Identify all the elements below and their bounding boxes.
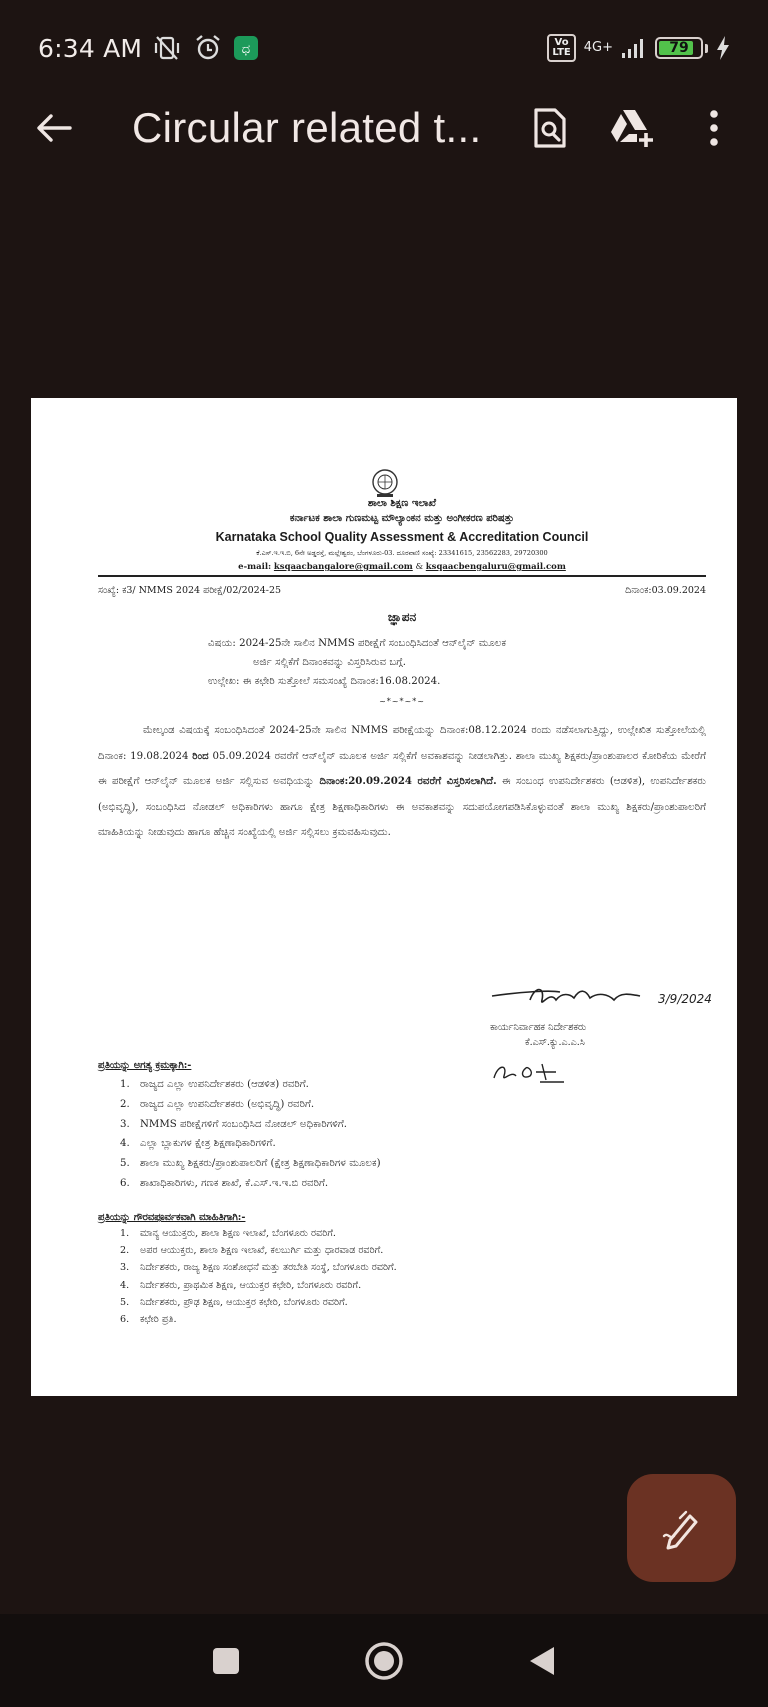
email-line (98, 562, 706, 572)
body-part-2: 05.09.2024 ರವರೆಗೆ ಆನ್‌ಲೈನ್ ಮೂಲಕ ಅರ್ಜಿ ಸಲ್ಲಿಕೆಗೆ ಅವಕಾಶವನ್ನು ನೀಡಲಾಗಿತ್ತು. ಶಾಲಾ ಮುಖ್ಯ ಶಿಕ್ಷಕರು/ಪ್ರಾಂಶುಪಾಲರ ಕೋರಿಕೆಯ ಮೇರೆಗೆ ಈ ಪರೀಕ್ಷೆಗೆ ಆನ್‌ಲೈನ್ ಮೂಲಕ ಅರ್ಜಿ ಸಲ್ಲಿಸುವ ಅವಧಿಯನ್ನು (98, 750, 706, 787)
email-link-1[interactable]: ksqaacbangalore@gmail.com (273, 562, 413, 572)
office-address: ಕೆ.ಎಸ್.ಇ.ಇ.ಬಿ, 6ನೇ ಅಡ್ಡರಸ್ತೆ, ಮಲ್ಲೇಶ್ವರಂ, ಬೆಂಗಳೂರು-03. ದೂರವಾಣಿ ಸಂಖ್ಯೆ: 23341615, 23562283, 29720300 (256, 549, 548, 557)
department-name: ಶಾಲಾ ಶಿಕ್ಷಣ ಇಲಾಖೆ (367, 498, 437, 509)
edit-pen-icon (660, 1506, 704, 1550)
alarm-icon (194, 34, 222, 62)
list-item: 4. ನಿರ್ದೇಶಕರು, ಪ್ರಾಥಮಿಕ ಶಿಕ್ಷಣ, ಆಯುಕ್ತರ ಕಛೇರಿ, ಬೆಂಗಳೂರು ರವರಿಗೆ. (120, 1279, 362, 1291)
copy-for-information (98, 1212, 706, 1328)
save-to-drive-button[interactable] (608, 104, 656, 152)
app-bar (0, 88, 768, 168)
list-item: 4. ಎಲ್ಲಾ ಬ್ಲಾಕುಗಳ ಕ್ಷೇತ್ರ ಶಿಕ್ಷಣಾಧಿಕಾರಿಗಳಿಗೆ. (120, 1138, 276, 1150)
letterhead-divider (98, 575, 706, 577)
subject-label: ವಿಷಯ: (208, 638, 236, 649)
signatory-title: ಕಾರ್ಯನಿರ್ವಾಹಕ ನಿರ್ದೇಶಕರು (490, 1022, 587, 1033)
body-bold-1: ರಿಂದ (192, 749, 209, 762)
document-content (98, 470, 712, 1326)
subject-line-1 (208, 634, 706, 653)
app-bar-actions (526, 104, 738, 152)
list-item: 1. ಮಾನ್ಯ ಆಯುಕ್ತರು, ಶಾಲಾ ಶಿಕ್ಷಣ ಇಲಾಖೆ, ಬೆಂಗಳೂರು ರವರಿಗೆ. (120, 1228, 336, 1239)
document-title: Circular related t... (132, 104, 482, 151)
edit-fab-button[interactable] (627, 1474, 736, 1582)
body-part-1: ಮೇಲ್ಕಂಡ ವಿಷಯಕ್ಕೆ ಸಂಬಂಧಿಸಿದಂತೆ 2024-25ನೇ ಸಾಲಿನ NMMS ಪರೀಕ್ಷೆಯನ್ನು ದಿನಾಂಕ:08.12.2024 ರಂದು ನಡೆಸಲಾಗುತ್ತಿದ್ದು, ಉಲ್ಲೇಖಿತ ಸುತ್ತೋಲೆಯಲ್ಲಿ ದಿನಾಂಕ: 19.08.2024 (98, 725, 706, 762)
body-bold-2: ದಿನಾಂಕ:20.09.2024 ರವರೆಗೆ ವಿಸ್ತರಿಸಲಾಗಿದೆ. (319, 775, 497, 787)
battery-level: 79 (669, 40, 689, 56)
signatory-org: ಕೆ.ಎಸ್.ಕ್ಯು.ಎ.ಎ.ಸಿ (525, 1037, 585, 1048)
system-navigation-bar (0, 1614, 768, 1707)
back-triangle-icon (528, 1645, 556, 1677)
status-system-icons (547, 34, 730, 62)
list-item: 3. ನಿರ್ದೇಶಕರು, ರಾಜ್ಯ ಶಿಕ್ಷಣ ಸಂಶೋಧನೆ ಮತ್ತು ತರಬೇತಿ ಸಂಸ್ಥೆ, ಬೆಂಗಳೂರು ರವರಿಗೆ. (120, 1262, 397, 1274)
list-item: 2. ರಾಜ್ಯದ ಎಲ್ಲಾ ಉಪನಿರ್ದೇಶಕರು (ಅಭಿವೃದ್ಧಿ) ರವರಿಗೆ. (120, 1098, 315, 1110)
svg-text:ಧ: ಧ (241, 42, 251, 57)
list-item: 1. ರಾಜ್ಯದ ಎಲ್ಲಾ ಉಪನಿರ್ದೇಶಕರು (ಆಡಳಿತ) ರವರಿಗೆ. (120, 1079, 309, 1090)
home-circle-icon (364, 1641, 404, 1681)
reference-number: ಸಂಖ್ಯೆ: ಕ3/ NMMS 2024 ಪರೀಕ್ಷೆ/02/2024-25 (98, 585, 282, 596)
handwritten-date: 3/9/2024 (658, 992, 712, 1006)
reference-line: ಉಲ್ಲೇಖ: ಈ ಕಛೇರಿ ಸುತ್ತೋಲೆ ಸಮಸಂಖ್ಯೆ ದಿನಾಂಕ:16.08.2024. (208, 676, 441, 687)
copy-for-action (98, 1060, 706, 1194)
volte-badge: Vo LTE (547, 34, 575, 62)
copy-for-action-heading: ಪ್ರತಿಯನ್ನು ಅಗತ್ಯ ಕ್ರಮಕ್ಕಾಗಿ:- (98, 1060, 192, 1071)
find-in-page-button[interactable] (526, 104, 574, 152)
subject-line-2: ಅರ್ಜಿ ಸಲ್ಲಿಕೆಗೆ ದಿನಾಂಕವನ್ನು ವಿಸ್ತರಿಸಿರುವ ಬಗ್ಗೆ. (253, 657, 407, 668)
copy-for-information-list (98, 1225, 706, 1328)
body-part-3: ಈ ಸಂಬಂಧ ಉಪನಿರ್ದೇಶಕರು (ಆಡಳಿತ), ಉಪನಿರ್ದೇಶಕರು (ಅಭಿವೃದ್ಧಿ), ಸಂಬಂಧಿಸಿದ ನೋಡಲ್ ಅಧಿಕಾರಿಗಳು ಹಾಗೂ ಕ್ಷೇತ್ರ ಶಿಕ್ಷಣಾಧಿಕಾರಿಗಳು ಈ ಅವಕಾಶವನ್ನು ಸದುಪಯೋಗಪಡಿಸಿಕೊಳ್ಳುವಂತೆ ಶಾಲಾ ಮುಖ್ಯ ಶಿಕ್ಷಕರು/ಪ್ರಾಂಶುಪಾಲರಿಗೆ ಮಾಹಿತಿಯನ್ನು ನೀಡುವುದು ಹಾಗೂ ಹೆಚ್ಚಿನ ಸಂಖ್ಯೆಯಲ್ಲಿ ಅರ್ಜಿ ಸಲ್ಲಿಸಲು ಕ್ರಮವಹಿಸುವುದು. (98, 776, 706, 838)
status-bar (0, 0, 768, 96)
list-item: 5. ನಿರ್ದೇಶಕರು, ಪ್ರೌಢ ಶಿಕ್ಷಣ, ಆಯುಕ್ತರ ಕಛೇರಿ, ಬೆಂಗಳೂರು ರವರಿಗೆ. (120, 1296, 348, 1308)
back-nav-button[interactable] (518, 1637, 566, 1685)
email-joiner: & (415, 562, 424, 572)
email-link-2[interactable]: ksqaacbengaluru@gmail.com (425, 562, 566, 572)
list-item: 2. ಅಪರ ಆಯುಕ್ತರು, ಶಾಲಾ ಶಿಕ್ಷಣ ಇಲಾಖೆ, ಕಲಬುರ್ಗಿ ಮತ್ತು ಧಾರವಾಡ ರವರಿಗೆ. (120, 1245, 384, 1257)
save-to-drive-icon (609, 108, 655, 148)
status-notification-icons (152, 34, 258, 62)
list-item: 5. ಶಾಲಾ ಮುಖ್ಯ ಶಿಕ್ಷಕರು/ಪ್ರಾಂಶುಪಾಲರಿಗೆ (ಕ್ಷೇತ್ರ ಶಿಕ್ಷಣಾಧಿಕಾರಿಗಳ ಮೂಲಕ) (120, 1158, 381, 1170)
status-time: 6:34 AM (38, 33, 143, 63)
letterhead (98, 498, 706, 572)
document-date: ದಿನಾಂಕ:03.09.2024 (625, 585, 706, 596)
copy-for-information-heading: ಪ್ರತಿಯನ್ನು ಗೌರವಪೂರ್ವಕವಾಗಿ ಮಾಹಿತಿಗಾಗಿ:- (98, 1212, 246, 1223)
app-notification-icon (234, 36, 258, 60)
signal-icon (621, 37, 647, 59)
council-name-kannada: ಕರ್ನಾಟಕ ಶಾಲಾ ಗುಣಮಟ್ಟ ಮೌಲ್ಯಾಂಕನ ಮತ್ತು ಅಂಗೀಕರಣ ಪರಿಷತ್ತು (289, 513, 515, 524)
list-item: 6. ಕಛೇರಿ ಪ್ರತಿ. (120, 1314, 177, 1326)
vibrate-off-icon (152, 35, 182, 61)
subject-block (98, 634, 706, 691)
recents-button[interactable] (202, 1637, 250, 1685)
battery-icon (655, 37, 703, 59)
document-page[interactable] (31, 398, 737, 1396)
more-options-button[interactable] (690, 104, 738, 152)
find-in-page-icon (533, 107, 567, 149)
recents-square-icon (212, 1647, 240, 1675)
signature-block (490, 992, 712, 1048)
battery-tip (705, 44, 708, 53)
arrow-back-icon (36, 113, 72, 143)
subject-text-1: 2024-25ನೇ ಸಾಲಿನ NMMS ಪರೀಕ್ಷೆಗೆ ಸಂಬಂಧಿಸಿದಂತೆ ಆನ್‌ಲೈನ್ ಮೂಲಕ (239, 638, 507, 649)
copy-for-action-list (98, 1075, 706, 1194)
more-options-icon (709, 110, 719, 146)
list-item: 6. ಶಾಖಾಧಿಕಾರಿಗಳು, ಗಣಕ ಶಾಖೆ, ಕೆ.ಎಸ್.ಇ.ಇ.ಬಿ ರವರಿಗೆ. (120, 1177, 329, 1189)
email-label: e-mail: (238, 562, 272, 572)
reference-row (98, 585, 706, 596)
memo-heading: ಜ್ಞಾಪನ (387, 610, 417, 624)
network-type: 4G+ (583, 40, 613, 55)
council-name-english: Karnataka School Quality Assessment & Accreditation Council (215, 530, 589, 544)
home-button[interactable] (360, 1637, 408, 1685)
list-item: 3. NMMS ಪರೀಕ್ಷೆಗಳಿಗೆ ಸಂಬಂಧಿಸಿದ ನೋಡಲ್ ಅಧಿಕಾರಿಗಳಿಗೆ. (120, 1118, 347, 1130)
separator: ~*~*~*~ (379, 697, 425, 706)
back-button[interactable] (30, 104, 78, 152)
charging-bolt-icon (716, 36, 730, 60)
body-paragraph (98, 718, 706, 846)
